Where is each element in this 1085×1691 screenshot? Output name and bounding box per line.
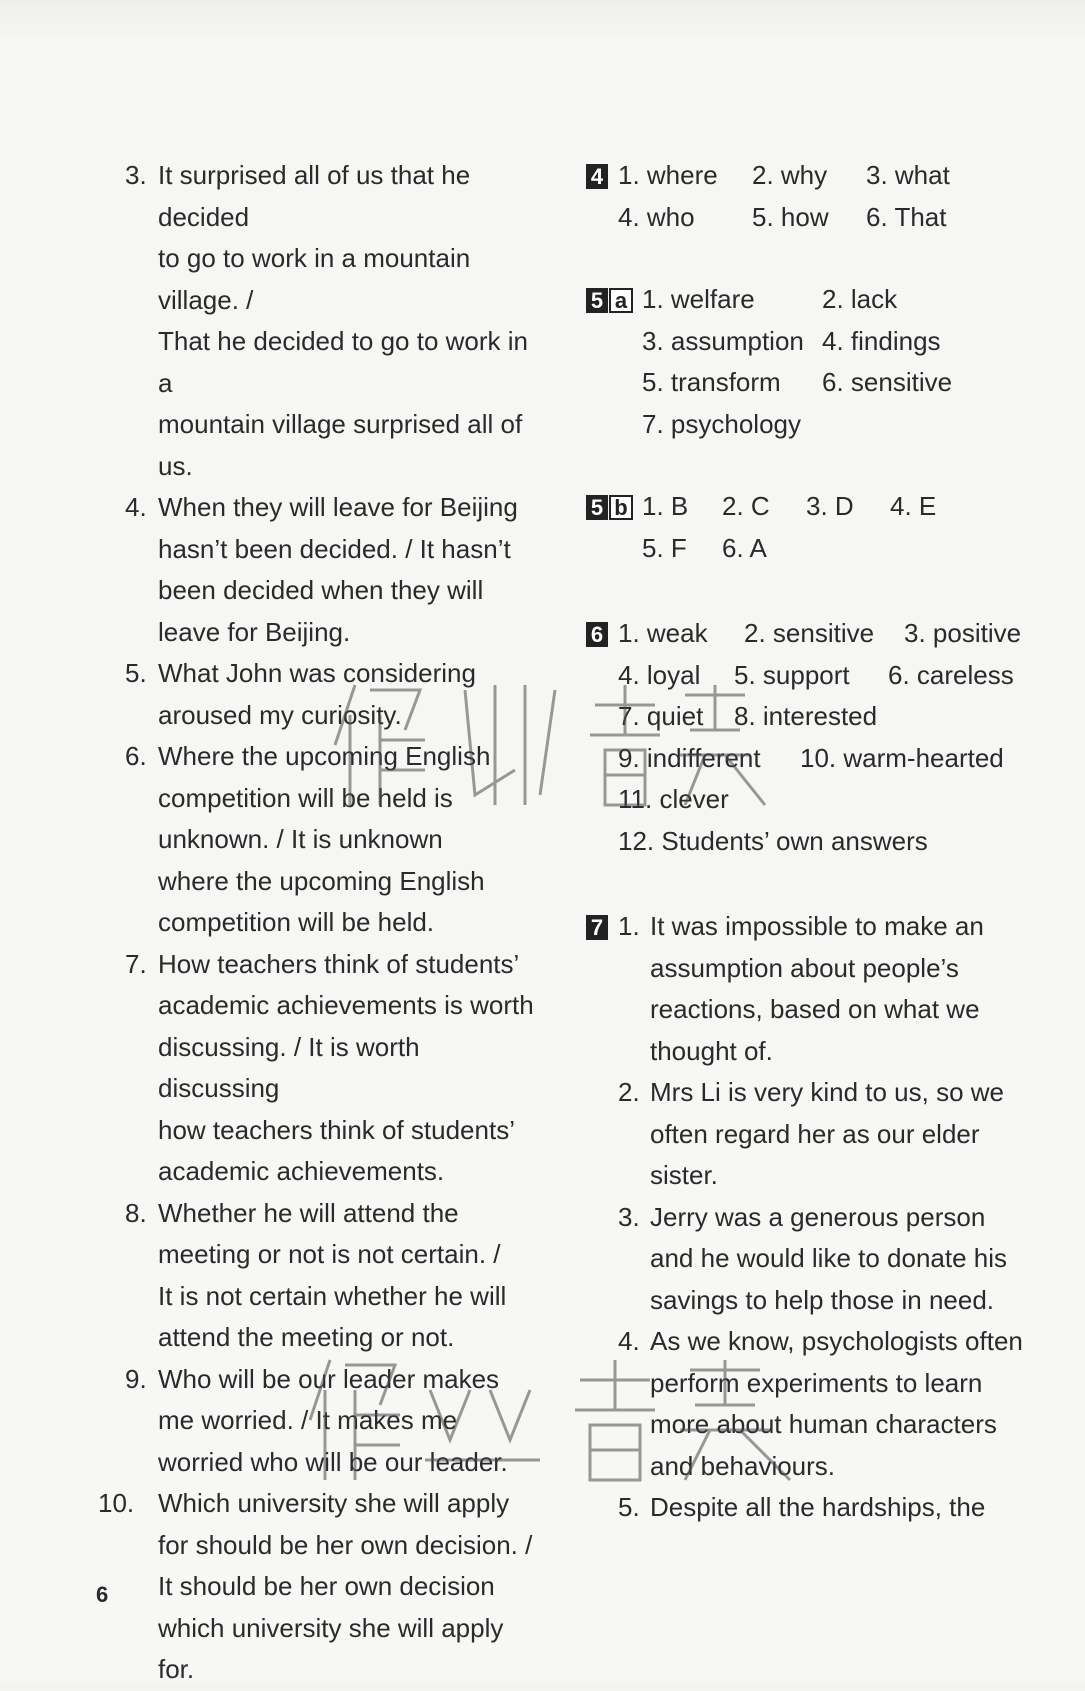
answer-line: aroused my curiosity. — [158, 699, 402, 730]
answer: 7. psychology — [642, 408, 801, 439]
answer-line: for. — [158, 1654, 195, 1684]
subsection-badge: b — [609, 495, 633, 520]
answer: 6. careless — [888, 659, 1014, 690]
item-number: 10. — [98, 1488, 135, 1518]
answer-line: discussing. / It is worth discussing — [158, 1031, 420, 1103]
answer-line: academic achievements is worth — [158, 990, 534, 1020]
answer-item — [98, 155, 538, 487]
answer-item — [98, 1193, 538, 1359]
answer: 3. assumption — [642, 325, 804, 356]
section-5b — [586, 486, 1056, 569]
answer: 10. warm-hearted — [800, 742, 1004, 773]
answer: 7. quiet — [618, 701, 704, 731]
page-number: 6 — [96, 1582, 109, 1607]
answer-item — [618, 906, 1056, 1072]
section-badge: 5 — [586, 288, 608, 313]
answer-line: leave for Beijing. — [158, 616, 351, 647]
answer: 11. clever — [618, 784, 729, 814]
answer-line: Despite all the hardships, the — [650, 1492, 986, 1522]
answer: 6. sensitive — [822, 367, 953, 397]
item-number: 6. — [125, 741, 147, 771]
answer: 5. F — [642, 532, 687, 563]
answer-row — [642, 362, 1056, 404]
answer-line: competition will be held. — [158, 907, 435, 937]
subsection-badge: a — [609, 288, 633, 313]
answer: 5. support — [734, 659, 850, 690]
answer: 2. why — [752, 160, 828, 190]
answer-line: hasn’t been decided. / It hasn’t — [158, 533, 511, 564]
answer-row — [618, 613, 1056, 655]
answer: 4. findings — [822, 325, 941, 356]
item-number: 3. — [125, 160, 147, 190]
answer-line: assumption about people’s — [650, 952, 959, 983]
answer-line: Whether he will attend the — [158, 1197, 459, 1228]
answer-row — [618, 821, 1056, 863]
answer: 5. transform — [642, 367, 781, 397]
answer-line: savings to help those in need. — [650, 1284, 995, 1315]
answer-item — [98, 487, 538, 653]
watermark-logo — [300, 1350, 820, 1490]
answer: 12. Students’ own answers — [618, 825, 928, 856]
answer-line: reactions, based on what we — [650, 994, 980, 1024]
answer-line: been decided when they will — [158, 575, 484, 605]
item-number: 5. — [618, 1492, 640, 1522]
answer-line: meeting or not is not certain. / — [158, 1239, 501, 1269]
answer-line: What John was considering — [158, 658, 476, 688]
answer-line: Jerry was a generous person — [650, 1201, 986, 1232]
answer-row — [642, 279, 1056, 321]
answer: 3. positive — [904, 618, 1022, 648]
answer: 2. sensitive — [744, 618, 875, 648]
answer-item — [618, 1072, 1056, 1197]
answer: 1. weak — [618, 618, 708, 648]
answer-line: When they will leave for Beijing — [158, 492, 518, 522]
answer-line: to go to work in a mountain village. / — [158, 243, 471, 315]
right-column — [586, 155, 1056, 1529]
answer: 6. A — [722, 532, 767, 563]
section-4 — [586, 155, 1056, 238]
answer-line: me worried. / It makes me — [158, 1405, 458, 1435]
item-number: 2. — [618, 1077, 640, 1107]
answer-line: Which university she will apply — [158, 1488, 510, 1518]
answer: 3. D — [806, 491, 854, 521]
answer-line: and he would like to donate his — [650, 1243, 1008, 1273]
answer: 5. how — [752, 201, 829, 232]
answer: 2. C — [722, 491, 770, 521]
answer-item — [98, 944, 538, 1193]
answer-row — [618, 197, 1056, 239]
answer-line: How teachers think of students’ — [158, 948, 520, 979]
answer-line: unknown. / It is unknown — [158, 824, 443, 854]
item-number: 1. — [618, 911, 640, 941]
answer: 9. indifferent — [618, 742, 761, 773]
answer-item — [618, 1197, 1056, 1322]
answer-item — [618, 1487, 1056, 1529]
answer-line: It was impossible to make an — [650, 911, 984, 941]
answer: 4. E — [890, 491, 937, 521]
answer-line: and behaviours. — [650, 1450, 836, 1481]
item-number: 5. — [125, 658, 147, 688]
answer-line: Mrs Li is very kind to us, so we — [650, 1077, 1004, 1107]
answer-row — [642, 321, 1056, 363]
item-number: 8. — [125, 1197, 147, 1228]
answer-row — [618, 155, 1056, 197]
answer-line: As we know, psychologists often — [650, 1326, 1023, 1356]
answer-line: attend the meeting or not. — [158, 1322, 455, 1352]
item-number: 4. — [125, 492, 147, 522]
answer-item — [98, 1483, 538, 1691]
answer: 1. where — [618, 160, 718, 190]
answer-line: thought of. — [650, 1035, 773, 1066]
answer-line: often regard her as our elder — [650, 1118, 980, 1149]
answer: 4. loyal — [618, 659, 701, 690]
watermark-logo — [325, 675, 805, 815]
answer-line: It surprised all of us that he decided — [158, 160, 471, 232]
answer: 4. who — [618, 201, 695, 232]
section-badge: 7 — [586, 915, 608, 940]
answer-line: perform experiments to learn — [650, 1367, 983, 1398]
section-badge: 6 — [586, 622, 608, 647]
answer-row — [642, 404, 1056, 446]
answer-line: mountain village surprised all of us. — [158, 409, 523, 481]
answer-line: which university she will apply — [158, 1612, 504, 1643]
item-number: 7. — [125, 948, 147, 979]
answer-line: academic achievements. — [158, 1156, 445, 1186]
answer-line: That he decided to go to work in a — [158, 326, 529, 398]
answer-line: Who will be our leader makes — [158, 1363, 500, 1394]
answer-line: where the upcoming English — [158, 865, 485, 896]
answer-line: Where the upcoming English — [158, 741, 491, 771]
section-badge: 4 — [586, 164, 608, 189]
answer-line: for should be her own decision. / — [158, 1529, 533, 1560]
answer-line: more about human characters — [650, 1409, 997, 1439]
item-number: 9. — [125, 1363, 147, 1394]
answer-line: competition will be held is — [158, 782, 453, 813]
answer: 2. lack — [822, 284, 898, 314]
answer-row — [642, 486, 1056, 528]
answer: 1. B — [642, 491, 689, 521]
item-number: 3. — [618, 1201, 640, 1232]
answer-line: worried who will be our leader. — [158, 1446, 508, 1477]
answer: 1. welfare — [642, 284, 755, 314]
answer: 8. interested — [734, 701, 878, 731]
answer: 6. That — [866, 201, 947, 232]
answer-line: how teachers think of students’ — [158, 1114, 515, 1145]
section-badge: 5 — [586, 495, 608, 520]
answer-row — [642, 528, 1056, 570]
answer-line: sister. — [650, 1160, 718, 1190]
answer-line: It is not certain whether he will — [158, 1280, 507, 1311]
answer: 3. what — [866, 160, 950, 190]
answer-line: It should be her own decision — [158, 1571, 495, 1601]
item-number: 4. — [618, 1326, 640, 1356]
section-5a — [586, 279, 1056, 445]
